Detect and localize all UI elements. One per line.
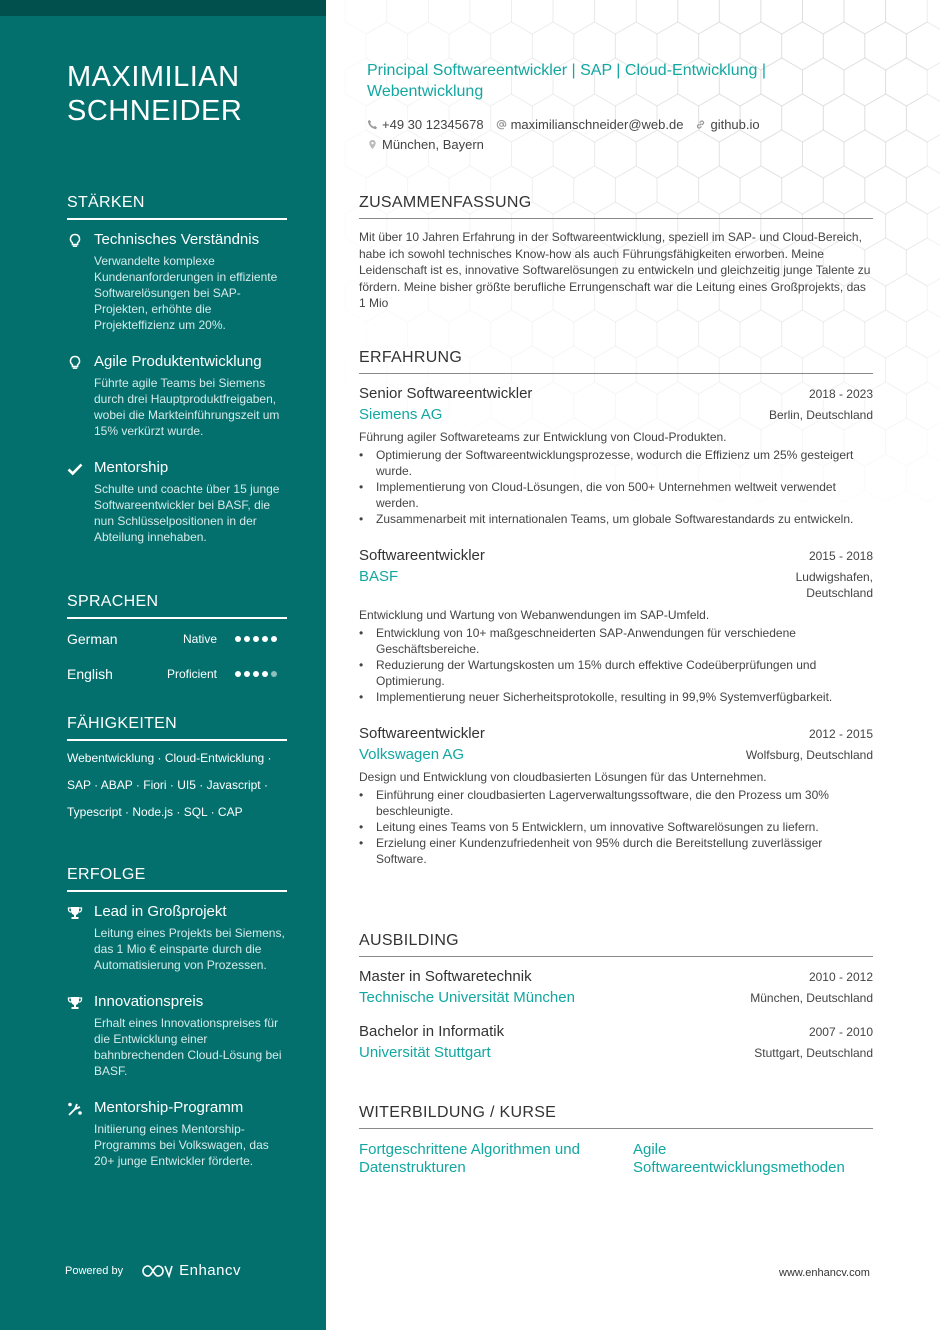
hexagon-shape — [906, 310, 940, 358]
phone-icon — [367, 119, 378, 130]
education-location: München, Deutschland — [750, 991, 873, 1005]
job-bullet: • Leitung eines Teams von 5 Entwicklern, um innovative Softwarelösungen zu liefern. — [359, 819, 873, 835]
skills-line: Typescript · Node.js · SQL · CAP — [67, 805, 243, 819]
hexagon-shape — [803, 0, 845, 34]
hexagon-shape — [886, 202, 928, 250]
job-date: 2018 - 2023 — [808, 387, 873, 401]
contact-info — [367, 114, 867, 154]
job-location-line: Wolfsburg, Deutschland — [745, 748, 873, 762]
courses-list — [359, 1141, 873, 1177]
job-subheader — [359, 746, 873, 763]
candidate-name — [67, 60, 307, 128]
rating-dot — [244, 636, 250, 642]
language-name: German — [67, 630, 118, 647]
experience-section — [359, 349, 873, 867]
job-date: 2015 - 2018 — [808, 549, 873, 563]
job-location — [769, 407, 873, 423]
hexagon-shape — [886, 418, 928, 466]
hexagon-shape — [886, 58, 928, 106]
trophy-icon — [67, 995, 83, 1011]
location-pin-icon — [367, 139, 378, 150]
education-subheader — [359, 1044, 873, 1061]
achievements-section — [67, 866, 287, 1169]
hexagon-shape — [595, 0, 637, 34]
strength-item — [67, 353, 287, 439]
education-header — [359, 968, 873, 985]
language-level: Proficient — [166, 666, 217, 681]
hexagon-shape — [906, 166, 940, 214]
job-entry — [359, 725, 873, 867]
skills-line: SAP · ABAP · Fiori · UI5 · Javascript · — [67, 778, 268, 792]
job-bullet: • Entwicklung von 10+ maßgeschneiderten SAP-Anwendungen für verschiedene Geschäftsbereiche. — [359, 625, 873, 657]
hexagon-shape — [906, 22, 940, 70]
education-entry — [359, 968, 873, 1006]
summary-section — [359, 194, 873, 312]
rating-dot — [253, 636, 259, 642]
section-title-skills: FÄHIGKEITEN — [67, 715, 287, 741]
rating-dot — [235, 636, 241, 642]
sidebar — [0, 0, 326, 1330]
job-bullets — [359, 787, 873, 867]
hexagon-shape — [906, 454, 940, 502]
rating-dot — [253, 671, 259, 677]
strengths-section — [67, 194, 287, 545]
contact-location — [367, 137, 484, 152]
strength-title: Agile Produktentwicklung — [94, 353, 262, 370]
hexagon-shape — [719, 0, 761, 34]
job-location-line: Berlin, Deutschland — [768, 408, 873, 422]
check-icon — [67, 461, 83, 477]
course-item: Fortgeschrittene Algorithmen und Datenstrukturen — [359, 1141, 580, 1176]
link-icon — [695, 119, 706, 130]
skills-list — [67, 745, 287, 826]
summary-text: Mit über 10 Jahren Erfahrung in der Softwareentwicklung, speziell im SAP- und Cloud-Bereich, habe ich sowohl technisches Know-how als auch Führungsfähigkeiten erworben. Meine Leidenschaft ist es, innovative Softwarelösungen zu entwickeln und gleichzeitig junge Talente zu fördern. Meine bisher größte berufliche Errungenschaft war die Leitung eines Großprojekts, das 1 Mio — [359, 230, 871, 310]
achievement-title: Innovationspreis — [94, 993, 204, 1010]
strength-title: Technisches Verständnis — [94, 231, 260, 248]
powered-by-footer — [65, 1262, 241, 1279]
hexagon-shape — [886, 274, 928, 322]
hexagon-shape — [886, 130, 928, 178]
email-text: maximilianschneider@web.de — [510, 116, 684, 132]
contact-email[interactable] — [496, 117, 684, 132]
hexagon-shape — [865, 22, 907, 70]
rating-dot — [262, 636, 268, 642]
achievement-item — [67, 903, 287, 973]
language-name: English — [67, 665, 113, 682]
hexagon-shape — [387, 0, 429, 34]
contact-phone[interactable] — [367, 117, 484, 132]
trophy-icon — [67, 905, 83, 921]
last-name: SCHNEIDER — [67, 95, 243, 127]
job-role: Softwareentwickler — [359, 725, 485, 742]
strength-desc: Schulte und coachte über 15 junge Softwareentwickler bei BASF, die nun Schlüsselpositionen in der Abteilung innehaben. — [94, 482, 280, 544]
contact-row — [367, 134, 867, 154]
education-school: Technische Universität München — [359, 989, 575, 1006]
section-title-experience: ERFAHRUNG — [359, 349, 873, 374]
hexagon-shape — [844, 58, 886, 106]
job-description: Design und Entwicklung von cloudbasierten Lösungen für das Unternehmen. — [359, 770, 767, 784]
achievement-title: Lead in Großprojekt — [94, 903, 227, 920]
hexagon-shape — [906, 94, 940, 142]
education-degree: Master in Softwaretechnik — [359, 968, 532, 985]
enhancv-website-link[interactable]: www.enhancv.com — [779, 1267, 870, 1279]
hexagon-shape — [906, 238, 940, 286]
job-company: Volkswagen AG — [359, 746, 465, 763]
education-degree: Bachelor in Informatik — [359, 1023, 505, 1040]
section-title-achievements: ERFOLGE — [67, 866, 287, 892]
achievement-title: Mentorship-Programm — [94, 1099, 244, 1116]
hexagon-shape — [678, 0, 720, 34]
brand-name: Enhancv — [179, 1262, 241, 1279]
job-bullets — [359, 625, 873, 705]
strength-title: Mentorship — [94, 459, 169, 476]
achievement-desc: Erhalt eines Innovationspreises für die Entwicklung einer bahnbrechenden Cloud-Lösung bei BASF. — [94, 1016, 282, 1078]
job-bullet: • Erzielung einer Kundenzufriedenheit von 95% durch die Bereitstellung zuverlässiger Software. — [359, 835, 873, 867]
website-text: github.io — [710, 116, 760, 132]
language-level: Native — [182, 631, 217, 646]
achievement-item — [67, 993, 287, 1079]
job-header — [359, 725, 873, 742]
enhancv-logo-icon — [141, 1263, 173, 1279]
language-rating — [235, 636, 277, 642]
job-location — [746, 747, 873, 763]
job-description: Entwicklung und Wartung von Webanwendungen im SAP-Umfeld. — [359, 608, 710, 622]
course-item: Agile Softwareentwicklungsmethoden — [633, 1141, 845, 1176]
hexagon-shape — [428, 0, 470, 34]
languages-section — [67, 593, 287, 691]
headline: Principal Softwareentwickler | SAP | Cloud-Entwicklung | Webentwicklung — [367, 62, 767, 100]
job-entry — [359, 385, 873, 527]
contact-website[interactable] — [695, 117, 759, 132]
hexagon-shape — [886, 346, 928, 394]
rating-dot — [262, 671, 268, 677]
strength-desc: Verwandelte komplexe Kundenanforderungen in effiziente Softwarelösungen bei SAP-Projekten, erhöhte die Projekteffizienz um 20%. — [94, 254, 278, 332]
job-bullet: • Optimierung der Softwareentwicklungsprozesse, wodurch die Effizienz um 25% gesteigert wurde. — [359, 447, 873, 479]
section-title-strengths: STÄRKEN — [67, 194, 287, 220]
hexagon-shape — [906, 382, 940, 430]
mentorship-icon — [67, 1101, 83, 1117]
education-location: Stuttgart, Deutschland — [754, 1046, 873, 1060]
strength-item — [67, 459, 287, 545]
first-name: MAXIMILIAN — [67, 61, 240, 93]
rating-dot — [235, 671, 241, 677]
job-subheader — [359, 568, 873, 601]
section-title-summary: ZUSAMMENFASSUNG — [359, 194, 873, 219]
rating-dot — [244, 671, 250, 677]
job-location-line: Deutschland — [806, 586, 873, 600]
education-section — [359, 932, 873, 1061]
education-date: 2010 - 2012 — [808, 970, 873, 984]
section-title-languages: SPRACHEN — [67, 593, 287, 619]
hexagon-shape — [886, 0, 928, 34]
job-role: Softwareentwickler — [359, 547, 485, 564]
courses-section — [359, 1104, 873, 1177]
powered-by-label: Powered by — [65, 1264, 124, 1277]
job-bullet: • Reduzierung der Wartungskosten um 15% durch effektive Codeüberprüfungen und Optimierung. — [359, 657, 873, 689]
rating-dot — [271, 671, 277, 677]
skills-section — [67, 715, 287, 826]
job-location — [796, 569, 873, 601]
strength-desc: Führte agile Teams bei Siemens durch drei Hauptproduktfreigaben, wobei die Markteinführungszeit um 15% verkürzt wurde. — [94, 376, 280, 438]
hexagon-shape — [345, 0, 387, 34]
job-location-line: Ludwigshafen, — [795, 570, 873, 584]
job-header — [359, 547, 873, 564]
achievement-item — [67, 1099, 287, 1169]
hexagon-shape — [865, 94, 907, 142]
language-row — [67, 621, 287, 656]
lightbulb-icon — [67, 355, 83, 371]
section-title-courses: WITERBILDUNG / KURSE — [359, 1104, 873, 1129]
job-description: Führung agiler Softwareteams zur Entwicklung von Cloud-Produkten. — [359, 430, 727, 444]
skills-line: Webentwicklung · Cloud-Entwicklung · — [67, 751, 272, 765]
job-header — [359, 385, 873, 402]
language-rating — [235, 671, 277, 677]
location-text: München, Bayern — [382, 136, 484, 152]
hexagon-shape — [844, 0, 886, 34]
education-entry — [359, 1023, 873, 1061]
hexagon-shape — [636, 0, 678, 34]
sidebar-top-bar — [0, 0, 326, 16]
job-role: Senior Softwareentwickler — [359, 385, 533, 402]
education-date: 2007 - 2010 — [808, 1025, 873, 1039]
job-company: BASF — [359, 568, 399, 585]
job-subheader — [359, 406, 873, 423]
job-bullet: • Implementierung von Cloud-Lösungen, die von 500+ Unternehmen weltweit verwendet werden. — [359, 479, 873, 511]
hexagon-shape — [823, 22, 865, 70]
hexagon-shape — [512, 0, 554, 34]
contact-row — [367, 114, 867, 134]
education-subheader — [359, 989, 873, 1006]
at-icon — [496, 119, 507, 130]
job-bullet: • Zusammenarbeit mit internationalen Teams, um globale Softwarestandards zu entwickeln. — [359, 511, 873, 527]
job-bullets — [359, 447, 873, 527]
job-bullet: • Implementierung neuer Sicherheitsprotokolle, resulting in 99,9% Systemverfügbarkeit. — [359, 689, 873, 705]
section-title-education: AUSBILDING — [359, 932, 873, 957]
job-date: 2012 - 2015 — [808, 727, 873, 741]
job-entry — [359, 547, 873, 705]
education-header — [359, 1023, 873, 1040]
hexagon-shape — [761, 0, 803, 34]
hexagon-shape — [553, 0, 595, 34]
job-bullet: • Einführung einer cloudbasierten Lagerverwaltungssoftware, die den Prozess um 30% beschleunigte. — [359, 787, 873, 819]
enhancv-logo[interactable] — [141, 1262, 241, 1279]
education-school: Universität Stuttgart — [359, 1044, 491, 1061]
achievement-desc: Leitung eines Projekts bei Siemens, das 1 Mio € einsparte durch die Automatisierung von Prozessen. — [94, 926, 285, 972]
lightbulb-icon — [67, 233, 83, 249]
achievement-desc: Initiierung eines Mentorship-Programms bei Volkswagen, das 20+ junge Entwickler förderte. — [94, 1122, 269, 1168]
job-company: Siemens AG — [359, 406, 443, 423]
strength-item — [67, 231, 287, 333]
hexagon-shape — [470, 0, 512, 34]
rating-dot — [271, 636, 277, 642]
language-row — [67, 656, 287, 691]
phone-text: +49 30 12345678 — [382, 116, 484, 132]
